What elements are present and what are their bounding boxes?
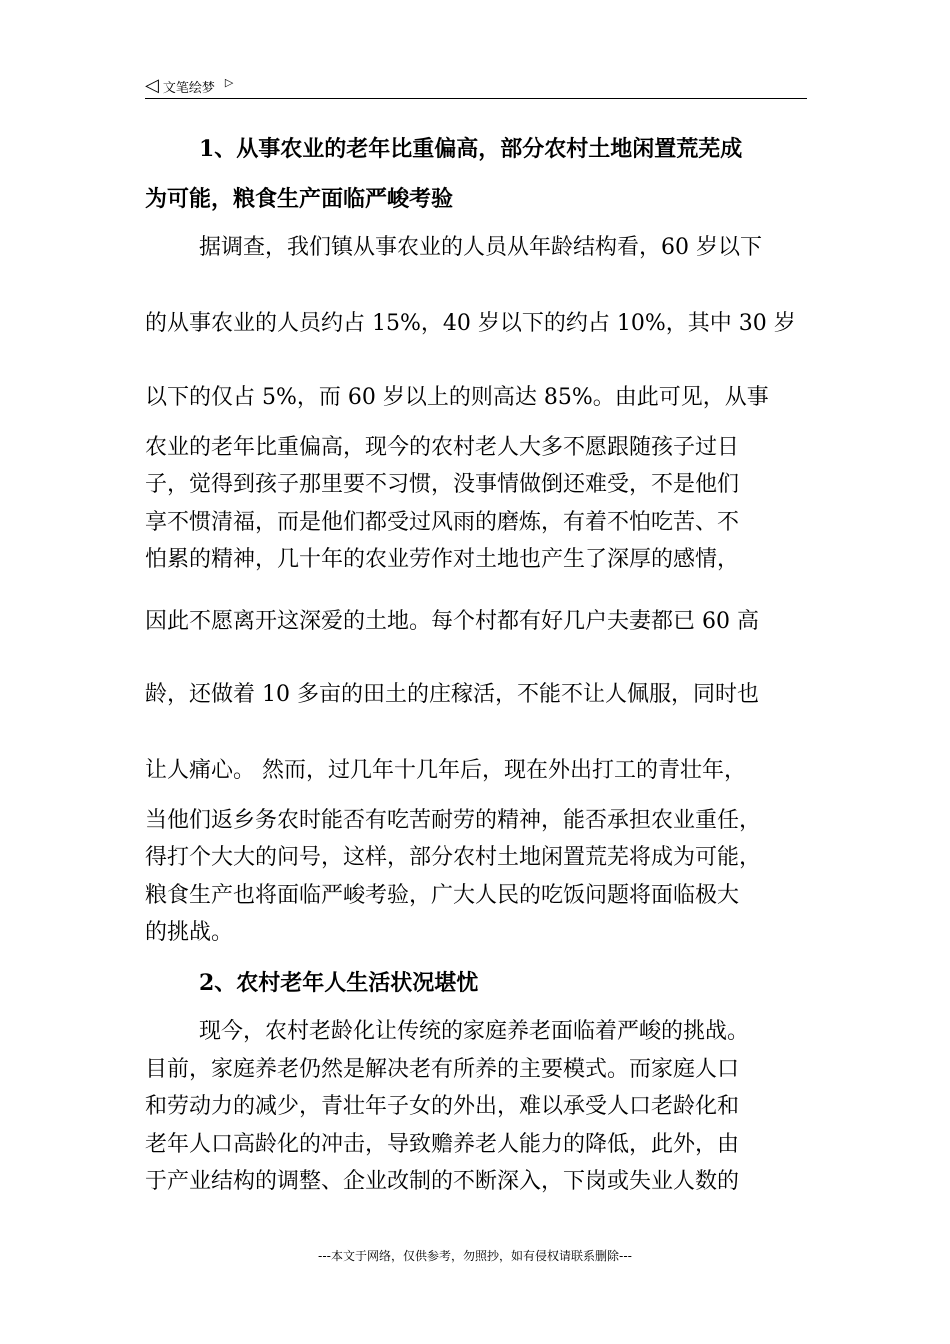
paragraph-line: 的从事农业的人员约占 15%，40 岁以下的约占 10%，其中 30 岁 (145, 311, 796, 336)
paragraph-line: 享不惯清福，而是他们都受过风雨的磨炼，有着不怕吃苦、不 (145, 510, 740, 535)
paragraph-line: 和劳动力的减少，青壮年子女的外出，难以承受人口老龄化和 (145, 1094, 740, 1119)
paragraph-line: 龄，还做着 10 多亩的田土的庄稼活，不能不让人佩服，同时也 (145, 682, 759, 707)
paragraph-line: 以下的仅占 5%，而 60 岁以上的则高达 85%。由此可见，从事 (145, 385, 769, 410)
paragraph-line: 得打个大大的问号，这样，部分农村土地闲置荒芜将成为可能， (145, 845, 762, 870)
paragraph-line: 因此不愿离开这深爱的土地。每个村都有好几户夫妻都已 60 高 (145, 609, 759, 634)
paragraph-line: 当他们返乡务农时能否有吃苦耐劳的精神，能否承担农业重任， (145, 808, 762, 833)
paragraph-line: 农业的老年比重偏高，现今的农村老人大多不愿跟随孩子过日 (145, 435, 740, 460)
section-heading-1-cont: 为可能，粮食生产面临严峻考验 (145, 186, 454, 212)
paragraph-line: 粮食生产也将面临严峻考验，广大人民的吃饭问题将面临极大 (145, 883, 740, 908)
section-heading-1: 1、从事农业的老年比重偏高，部分农村土地闲置荒芜成 (199, 136, 743, 162)
page-footer: ---本文于网络，仅供参考，勿照抄，如有侵权请联系删除--- (318, 1249, 632, 1263)
paragraph-line: 据调查，我们镇从事农业的人员从年龄结构看，60 岁以下 (199, 235, 762, 260)
paragraph-line: 于产业结构的调整、企业改制的不断深入，下岗或失业人数的 (145, 1169, 740, 1194)
paragraph-line: 老年人口高龄化的冲击，导致赡养老人能力的降低，此外，由 (145, 1132, 740, 1157)
paragraph-line: 的挑战。 (145, 920, 234, 945)
page-header (145, 74, 807, 99)
right-triangle-icon: ▷ (224, 75, 234, 89)
paragraph-line: 子，觉得到孩子那里要不习惯，没事情做倒还难受，不是他们 (145, 472, 740, 497)
header-title: 文笔绘梦 (162, 80, 215, 96)
paragraph-line: 现今，农村老龄化让传统的家庭养老面临着严峻的挑战。 (199, 1019, 750, 1044)
section-heading-2: 2、农村老年人生活状况堪忧 (199, 970, 479, 996)
paragraph-line: 让人痛心。 然而，过几年十几年后，现在外出打工的青壮年， (145, 758, 746, 783)
left-triangle-icon: ◁ (145, 75, 159, 96)
paragraph-line: 怕累的精神，几十年的农业劳作对土地也产生了深厚的感情， (145, 547, 740, 572)
paragraph-line: 目前，家庭养老仍然是解决老有所养的主要模式。而家庭人口 (145, 1057, 740, 1082)
